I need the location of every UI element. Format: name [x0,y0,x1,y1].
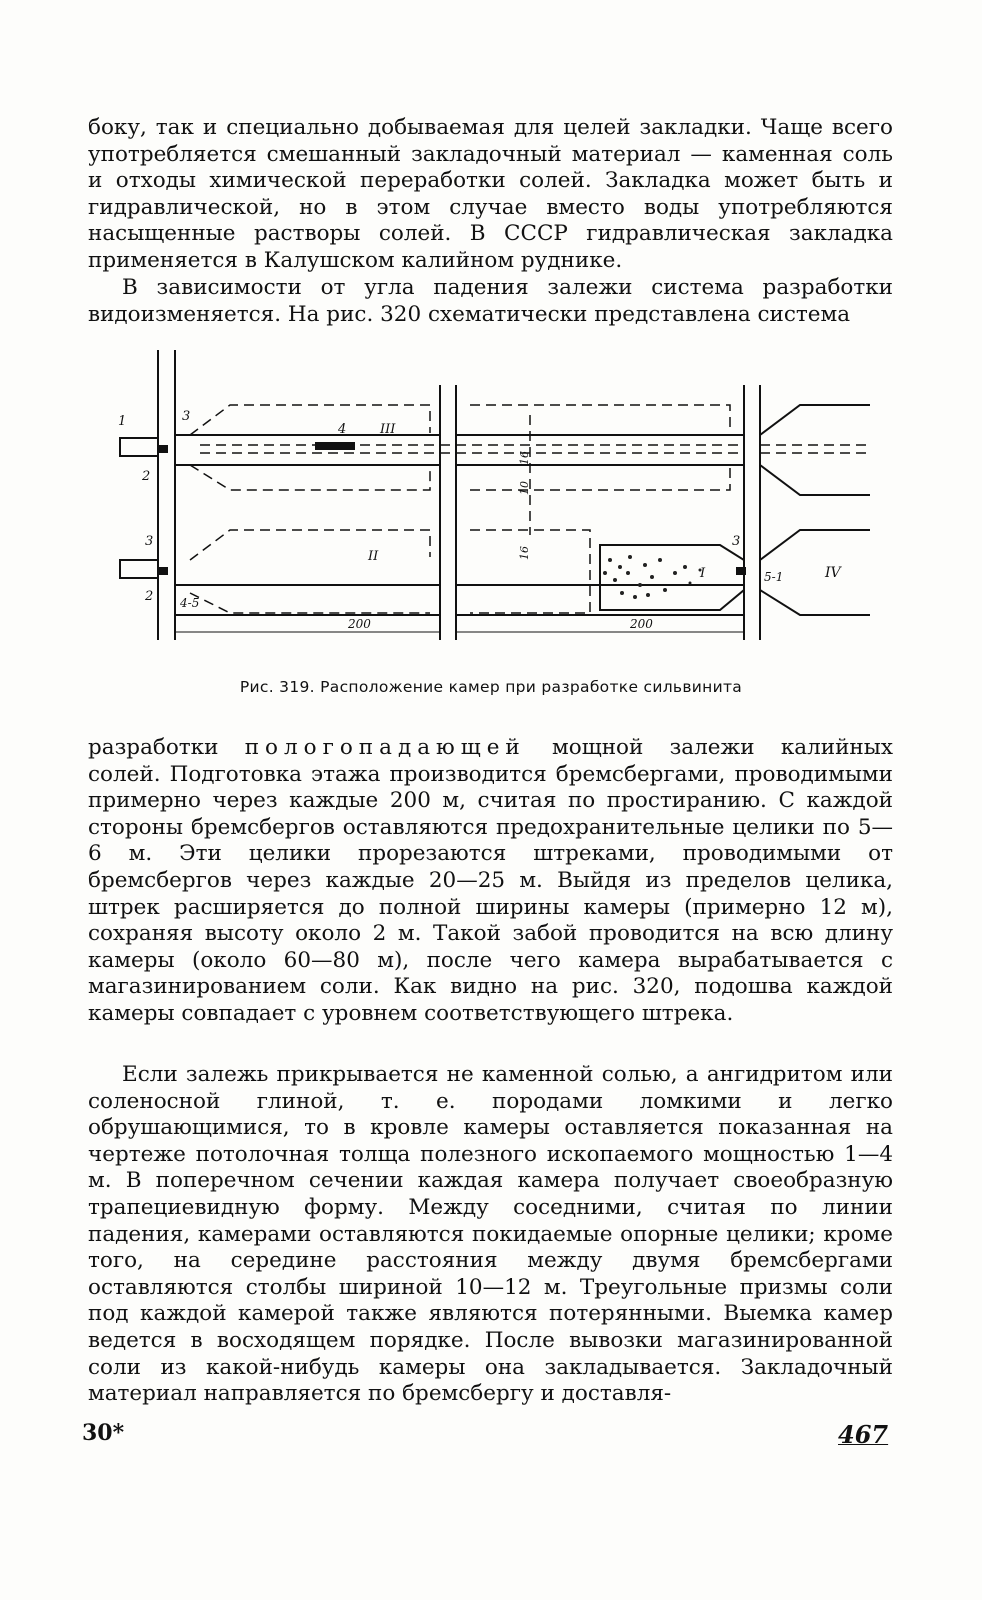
label-3b: 3 [145,534,154,549]
label-3c: 3 [732,534,741,549]
label-2b: 2 [145,589,154,604]
dimension-16-bottom: 16 [518,546,531,560]
paragraph-1: боку, так и специально добываемая для целей закладки. Чаще всего употребляется смешанный закладочный материал — каменная соль и отходы химической переработки солей. Закладка может быть и гидравлической, но в этом случае вместо воды употребляются насыщенные растворы солей. В СССР гидравлическая закладка применяется в Калушском калийном руднике. [88,115,893,273]
paragraph-2: В зависимости от угла падения залежи система разработки видоизменяется. На рис. 320 схематически представлена система [88,275,893,327]
label-room-II: II [368,549,379,564]
paragraph-3-rest: мощной залежи калийных солей. Подготовка этажа производится бремсбергами, проводимыми примерно через каждые 200 м, считая по простиранию. С каждой стороны бремсбергов оставляются предохранительные целики по 5—6 м. Эти целики прорезаются штреками, проводимыми от бремсбергов через каждые 20—25 м. Выйдя из пределов целика, штрек расширяется до полной ширины камеры (примерно 12 м), сохраняя высоту около 2 м. Такой забой проводится на всю длину камеры (около 60—80 м), после чего камера вырабатывается с магазинированием соли. Как видно на рис. 320, подошва каждой камеры совпадает с уровнем соответствующего штрека. [88,735,893,1026]
dimension-10: 10 [518,481,531,495]
figure-319 [100,345,880,655]
figure-caption: Рис. 319. Расположение камер при разработке сильвинита [239,678,743,696]
mine-layout-diagram [100,345,880,655]
emphasized-term: пологопадающей [244,735,526,760]
label-4: 4 [338,422,347,437]
dimension-16-top: 16 [518,451,531,465]
dimension-200-left: 200 [348,617,371,631]
label-room-IV: IV [825,565,841,581]
label-room-III: III [380,422,396,437]
label-room-I: I [700,566,706,581]
label-3: 3 [182,409,191,424]
label-2: 2 [142,469,151,484]
label-4-5: 4-5 [180,596,200,610]
dimension-200-right: 200 [630,617,653,631]
label-1: 1 [118,414,127,429]
page-number: 467 [838,1420,889,1449]
label-5-1: 5-1 [764,570,784,584]
paragraph-3 [88,735,893,1028]
signature-mark: 30* [82,1420,125,1446]
paragraph-4: Если залежь прикрывается не каменной солью, а ангидритом или соленосной глиной, т. е. породами ломкими и легко обрушающимися, то в кровле камеры оставляется показанная на чертеже потолочная толща полезного ископаемого мощностью 1—4 м. В поперечном сечении каждая камера получает своеобразную трапециевидную форму. Между соседними, считая по линии падения, камерами оставляются покидаемые опорные целики; кроме того, на середине расстояния между двумя бремсбергами оставляются столбы шириной 10—12 м. Треугольные призмы соли под каждой камерой также являются потерянными. Выемка камер ведется в восходящем порядке. После вывозки магазинированной соли из какой-нибудь камеры она закладывается. Закладочный материал направляется по бремсбергу и доставля- [88,1062,893,1407]
paragraph-3-start: разработки [88,735,219,760]
